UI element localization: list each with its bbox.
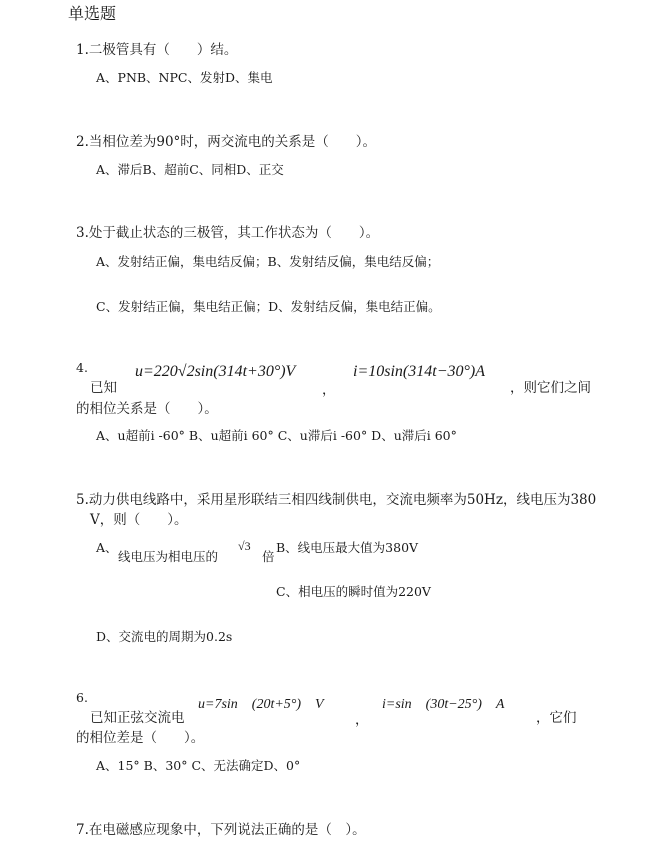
question-5-option-b: B、线电压最大值为380V: [276, 540, 419, 555]
question-5-option-d: D、交流电的周期为0.2s: [96, 629, 233, 644]
question-4-options: A、u超前i -60° B、u超前i 60° C、u滞后i -60° D、u滞后i 60°: [96, 428, 457, 443]
question-6-tail: ，它们: [536, 710, 577, 726]
question-3-stem: 3.处于截止状态的三极管，其工作状态为（ ）。: [76, 225, 380, 241]
question-5-option-a-bei: 倍: [262, 549, 275, 564]
section-title: 单选题: [68, 4, 117, 23]
sqrt-3: √3: [238, 539, 251, 553]
question-4-comma: ，: [322, 382, 336, 398]
question-5-line1: 5.动力供电线路中，采用星形联结三相四线制供电，交流电频率为50Hz，线电压为380: [76, 492, 597, 508]
question-6-known: 已知正弦交流电: [90, 710, 185, 726]
question-5-option-a-prefix: A、: [96, 540, 118, 555]
question-5-option-c: C、相电压的瞬时值为220V: [276, 584, 431, 599]
question-1-stem: 1.二极管具有（ ）结。: [76, 42, 238, 58]
question-3-options-ab: A、发射结正偏，集电结反偏；B、发射结反偏，集电结反偏；: [96, 254, 440, 269]
question-4-formula-i: i=10sin(314t−30°)A: [353, 363, 485, 380]
question-3-options-cd: C、发射结正偏，集电结正偏；D、发射结反偏，集电结正偏。: [96, 299, 441, 314]
question-2-stem: 2.当相位差为90°时，两交流电的关系是（ ）。: [76, 134, 377, 150]
question-5-line2: V，则（ ）。: [90, 512, 188, 528]
question-5-option-a-text: 线电压为相电压的: [118, 549, 219, 564]
question-6-formula-u: u=7sin (20t+5°) V: [198, 697, 324, 712]
question-6-options: A、15° B、30° C、无法确定D、0°: [96, 758, 301, 773]
question-4-number: 4.: [76, 360, 88, 375]
question-6-formula-i: i=sin (30t−25°) A: [382, 697, 505, 712]
question-4-tail: ，则它们之间: [510, 380, 591, 396]
question-1-options: A、PNB、NPC、发射D、集电: [96, 70, 273, 85]
question-4-formula-u: u=220√2sin(314t+30°)V: [135, 363, 296, 380]
question-7-stem: 7.在电磁感应现象中，下列说法正确的是（ ）。: [76, 822, 366, 838]
question-4-line2: 的相位关系是（ ）。: [76, 401, 218, 417]
question-6-number: 6.: [76, 690, 88, 705]
question-6-comma: ，: [355, 712, 369, 728]
question-2-options: A、滞后B、超前C、同相D、正交: [96, 162, 284, 177]
question-6-line2: 的相位差是（ ）。: [76, 730, 205, 746]
question-4-known: 已知: [90, 380, 117, 396]
